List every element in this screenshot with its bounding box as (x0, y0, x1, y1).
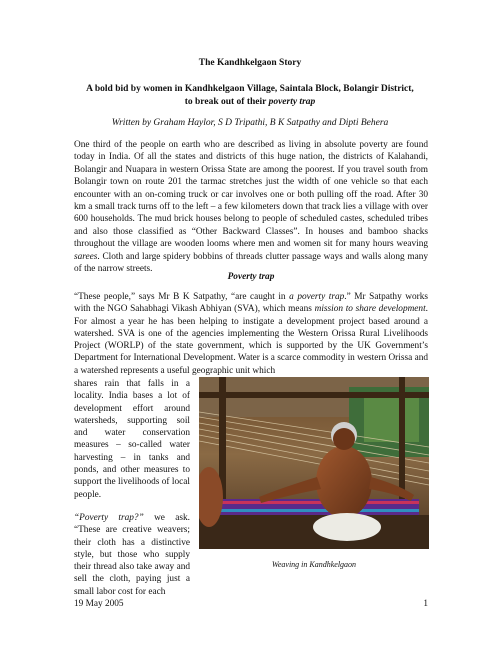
subtitle-line-2: to break out of their (184, 96, 269, 107)
weaving-photo (199, 377, 429, 549)
intro-text: One third of the people on earth who are described as living in absolute poverty are found today in India. Of all the states and districts of this huge nation, the districts of Kalahandi, Bolangir and Nuapara in western Orissa State are among the poorest. If you travel south from Bolangir town on route 201 the tarmac stretches just the width of one vehicle so that each encounter with an on-coming truck or car involves one or both pulling off the road. After 30 km a small track turns off to the left – a few kilometers down that track lies a village with over 600 households. The mud brick houses belong to people of scheduled castes, scheduled tribes and also those classified as “Other Backward Classes”. In houses and bamboo shacks throughout the village are wooden looms where men and women sit for many hours weaving (74, 140, 428, 250)
weavers-text: we ask. “These are creative weavers; their cloth has a distinctive style, but those who supply their thread also take away and sell the cloth, paying just a small labor cost for each (74, 512, 190, 597)
left-column (74, 378, 190, 609)
footer-date: 19 May 2005 (74, 599, 124, 609)
photo-caption: Weaving in Kandhkelgaon (271, 560, 357, 569)
intro-emphasis: sarees (74, 251, 98, 262)
watershed-paragraph: shares rain that falls in a locality. India bases a lot of development effort around watersheds, supporting soil and water conservation measures – so-called water harvesting – in tanks and ponds, and other measures to support the livelihoods of local people. (74, 379, 190, 500)
section-heading: Poverty trap (227, 272, 275, 282)
document-subtitle (60, 83, 440, 108)
weaving-photo-illustration (199, 377, 429, 549)
para2-emphasis-2: mission to share development (314, 304, 426, 315)
weavers-paragraph (74, 512, 190, 598)
poverty-trap-paragraph (74, 291, 428, 377)
subtitle-emphasis: poverty trap (268, 96, 316, 107)
subtitle-line-1: A bold bid by women in Kandhkelgaon Village, Saintala Block, Bolangir District, (86, 84, 414, 94)
para2-emphasis-1: a poverty trap (289, 292, 345, 302)
document-title: The Kandhkelgaon Story (198, 58, 302, 68)
intro-paragraph (74, 139, 428, 275)
para2-text-b: .” Mr Satpathy works with the NGO Sahabhagi Vikash Abhiyan (SVA), which means (74, 292, 428, 315)
para2-text-a: “These people,” says Mr B K Satpathy, “are caught in (74, 292, 290, 302)
weavers-emphasis: “Poverty trap?” (74, 512, 144, 523)
intro-text-end: . Cloth and large spidery bobbins of threads clutter passage ways and walls along many of the narrow streets. (74, 251, 428, 275)
byline: Written by Graham Haylor, S D Tripathi, B K Satpathy and Dipti Behera (111, 118, 389, 128)
page-number: 1 (423, 599, 428, 609)
para2-text-c: . For almost a year he has been helping to instigate a development project based around a watershed. SVA is one of the agencies implementing the Western Orissa Rural Livelihoods Project (WORLP) of the state government, which is supported by the UK Government’s Department for International Development. Water is a scarce commodity in western Orissa and a watershed represents a useful geographic unit which (74, 304, 428, 376)
